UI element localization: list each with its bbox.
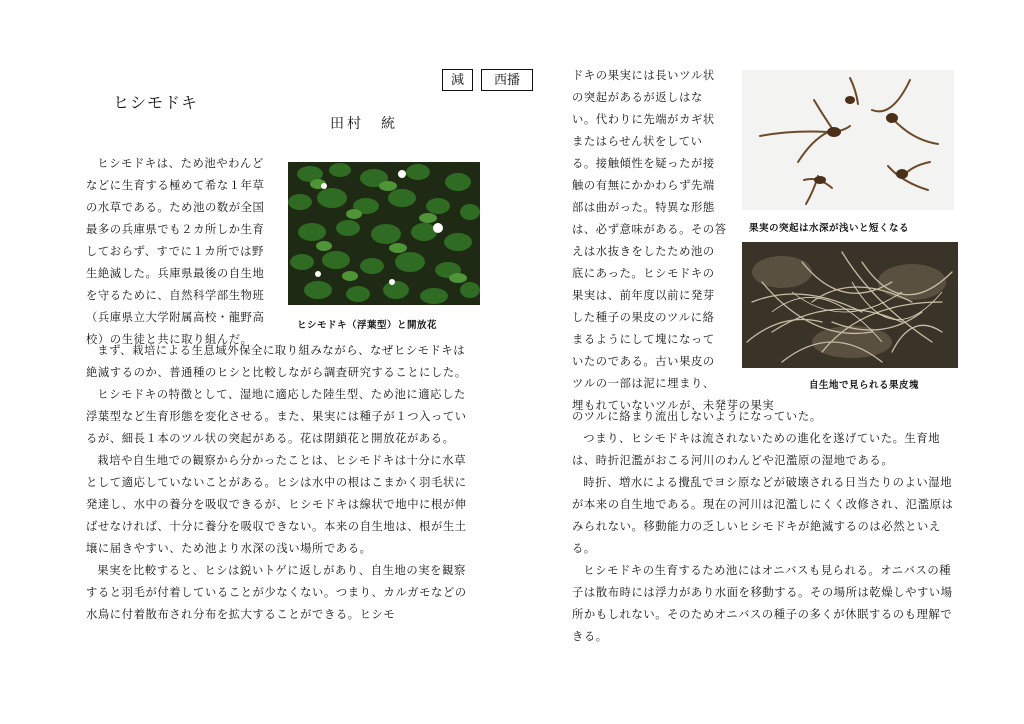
text-line: は、必ず意味がある。その答 [572,223,727,236]
text-line: （兵庫県立大学附属高校・龍野高 [86,311,265,324]
text-line: しておらず、すでに１カ所では野 [86,245,264,258]
paragraph: 時折、増水による攪乱でヨシ原などが破壊される日当たりのよい湿地が本来の自生地である。現在の河川は氾濫しにくく改修され、氾濫原はみられない。移動能力の乏しいヒシモドキが絶滅するのは必然といえる。 [572,476,954,555]
text-line: の突起があるが返しはな [572,91,703,104]
hishimodoki-photo [288,162,480,305]
text-line: の水草である。ため池の数が全国 [86,201,265,214]
fruit-photo [742,70,954,210]
left-intro-block [86,153,291,351]
text-line: る。接触傾性を疑ったが接 [572,157,715,170]
photo-caption-floating-leaf: ヒシモドキ（浮葉型）と開放花 [297,320,438,331]
paragraph: つまり、ヒシモドキは流されないための進化を遂げていた。生育地は、時折氾濫がおこる河川のわんどや氾濫原の湿地である。 [572,432,941,467]
text-line: ツルの一部は泥に埋まり、 [572,377,715,390]
text-line: 部は曲がった。特異な形態 [572,201,715,214]
paragraph: 栽培や自生地での観察から分かったことは、ヒシモドキは十分に水草として適応していないことがある。ヒシは水中の根はこまかく羽毛状に発達し、水中の養分を吸収できるが、ヒシモドキは線状で地中に根が伸ばせなければ、十分に養分を吸収できない。本来の自生地は、根が生土壌に届きやすい、ため池より水深の浅い場所である。 [86,454,467,555]
text-line: ドキの果実には長いツル状 [572,69,715,82]
text-line: 果実は、前年度以前に発芽 [572,289,715,302]
left-body-block [86,340,472,626]
text-line: 最多の兵庫県でも２カ所しか生育 [86,223,265,236]
right-body-block [572,406,960,648]
text-line: 生絶滅した。兵庫県最後の自生地 [86,267,265,280]
text-line: した種子の果皮のツルに絡 [572,311,715,324]
photo-caption-fruit: 果実の突起は水深が浅いと短くなる [749,223,910,234]
text-line: 底にあった。ヒシモドキの [572,267,715,280]
text-line: まるようにして塊になって [572,333,715,346]
text-line: 触の有無にかかわらず先端 [572,179,715,192]
text-line: い。代わりに先端がカギ状 [572,113,715,126]
paragraph: 果実を比較すると、ヒシは鋭いトゲに返しがあり、自生地の実を観察すると羽毛が付着していることが少なくない。つまり、カルガモなどの水鳥に付着散布され分布を拡大することができる。ヒシモ [86,564,467,621]
photo-caption-husk-mass: 自生地で見られる果皮塊 [809,380,920,391]
paragraph: ヒシモドキの生育するため池にはオニバスも見られる。オニバスの種子は散布時には浮力があり水面を移動する。その場所は乾燥しやすい場所かもしれない。そのためオニバスの種子の多くが休眠するのも理解できる。 [572,564,953,643]
text-line: 校）の生徒と共に取り組んだ。 [86,333,253,346]
text-line: またはらせん状をしてい [572,135,703,148]
status-badge-extinct: 減 [442,69,473,91]
text-line: を守るために、自然科学部生物班 [86,289,265,302]
page-title: ヒシモドキ [113,93,199,112]
author-name: 田村 統 [330,116,398,132]
text-line: いたのである。古い果皮の [572,355,715,368]
husk-mass-photo [742,242,958,368]
region-badge: 西播 [481,69,533,91]
text-line: などに生育する極めて希な１年草 [86,179,265,192]
text-line: えは水抜きをしたため池の [572,245,715,258]
paragraph-continuation: のツルに絡まり流出しないようになっていた。 [572,410,822,423]
text-line: ヒシモドキは、ため池やわんど [97,157,264,170]
paragraph: まず、栽培による生息域外保全に取り組みながら、なぜヒシモドキは絶滅するのか、普通種のヒシと比較しながら調査研究することにした。 [86,344,467,379]
paragraph: ヒシモドキの特徴として、湿地に適応した陸生型、ため池に適応した浮葉型など生育形態を変化させる。また、果実には種子が１つ入っているが、細長１本のツル状の突起がある。花は閉鎖花と開放花がある。 [86,388,467,445]
text-line: 埋もれていないツルが、未発芽の果実 [572,399,775,412]
